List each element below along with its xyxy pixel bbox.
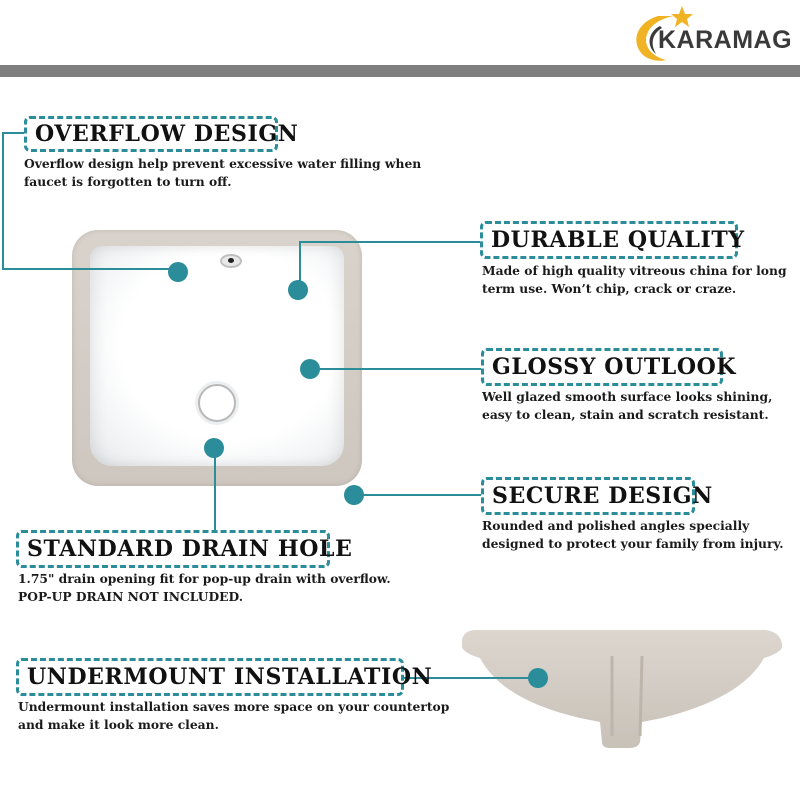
feature-title-secure [481, 477, 713, 515]
leader-line-overflow [2, 268, 172, 270]
leader-line-glossy [310, 368, 482, 370]
desc-line: POP-UP DRAIN NOT INCLUDED. [18, 589, 243, 604]
feature-desc-overflow [24, 155, 421, 191]
feature-desc-secure [482, 517, 784, 553]
callout-dot-drain [204, 438, 224, 458]
desc-line: 1.75" drain opening fit for pop-up drain with overflow. [18, 571, 391, 586]
header-divider-bar [0, 65, 800, 77]
feature-title-drain [16, 530, 353, 568]
desc-line: Rounded and polished angles specially [482, 518, 750, 533]
feature-desc-drain [18, 570, 391, 606]
desc-line: easy to clean, stain and scratch resistant. [482, 407, 769, 422]
overflow-hole [220, 254, 242, 268]
sink-basin [90, 246, 344, 466]
desc-line: Made of high quality vitreous china for long [482, 263, 787, 278]
feature-title-text: DURABLE QUALITY [491, 227, 745, 253]
drain-hole [198, 384, 236, 422]
feature-title-text: UNDERMOUNT INSTALLATION [27, 664, 433, 690]
leader-line-drain [214, 450, 216, 532]
leader-line-overflow [2, 132, 26, 134]
sink-side-view-image [462, 618, 784, 754]
callout-dot-durable [288, 280, 308, 300]
feature-title-undermount [16, 658, 433, 696]
leader-line-durable [299, 241, 481, 243]
leader-line-overflow [2, 132, 4, 270]
brand-name: KARAMAG [658, 26, 793, 54]
callout-dot-glossy [300, 359, 320, 379]
feature-desc-durable [482, 262, 787, 298]
feature-title-text: OVERFLOW DESIGN [35, 121, 299, 147]
desc-line: term use. Won’t chip, crack or craze. [482, 281, 737, 296]
leader-line-secure [356, 494, 482, 496]
leader-line-durable [299, 241, 301, 283]
callout-dot-undermount [528, 668, 548, 688]
desc-line: designed to protect your family from injury. [482, 536, 784, 551]
feature-desc-glossy [482, 388, 772, 424]
feature-title-overflow [24, 116, 299, 152]
feature-title-text: GLOSSY OUTLOOK [492, 354, 737, 380]
desc-line: Undermount installation saves more space on your countertop [18, 699, 450, 714]
desc-line: Overflow design help prevent excessive water filling when [24, 156, 422, 171]
feature-title-text: SECURE DESIGN [492, 483, 713, 509]
sink-side-silhouette [462, 618, 784, 754]
feature-title-text: STANDARD DRAIN HOLE [27, 536, 353, 562]
feature-desc-undermount [18, 698, 449, 734]
desc-line: and make it look more clean. [18, 717, 219, 732]
desc-line: Well glazed smooth surface looks shining, [482, 389, 773, 404]
callout-dot-overflow [168, 262, 188, 282]
callout-dot-secure [344, 485, 364, 505]
feature-title-glossy [481, 348, 737, 386]
desc-line: faucet is forgotten to turn off. [24, 174, 232, 189]
feature-title-durable [480, 221, 745, 259]
brand-logo [628, 4, 800, 62]
